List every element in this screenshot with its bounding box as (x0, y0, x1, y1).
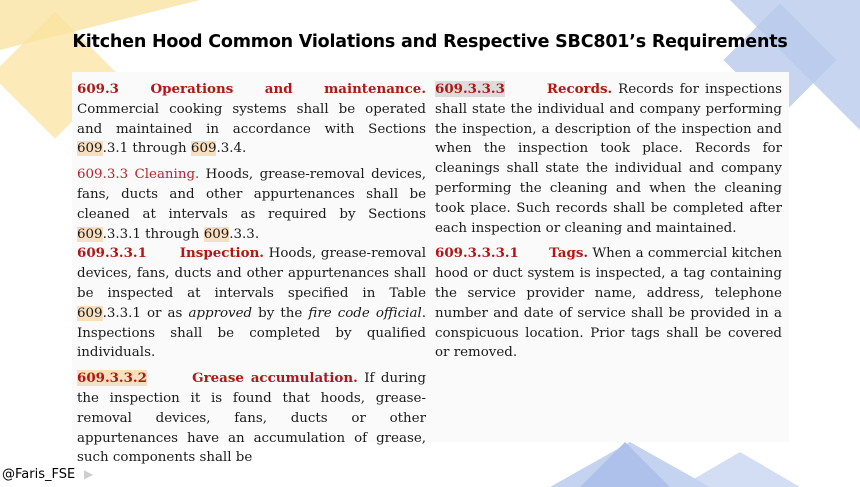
section-heading: 609.3.3 Cleaning. (77, 167, 200, 183)
section-609-3-3: 609.3.3 Cleaning. Hoods, grease-removal devices, fans, ducts and other appurtenances shall be cleaned at intervals as required by Sections 609.3.3.1 through 609.3.3. (77, 167, 426, 242)
section-number: 609.3.3.3 (435, 81, 505, 97)
section-609-3-3-3: 609.3.3.3 Records. Records for inspections shall state the individual and company performing the inspection, a description of the inspection and when the inspection took place. Records for cleanings shall state the individual and company performing the cleaning and when the cleaning took place. Such records shall be completed after each inspection or cleaning and maintained. (435, 81, 782, 236)
left-column (77, 80, 426, 468)
author-handle: @Faris_FSE (2, 467, 76, 482)
right-column (435, 80, 782, 363)
section-609-3: 609.3 Operations and maintenance. Commercial cooking systems shall be operated and maintained in accordance with Sections 609.3.1 through 609.3.4. (77, 81, 426, 157)
code-excerpt (72, 72, 789, 466)
section-number: 609.3.3.3.1 (435, 245, 519, 262)
section-609-3-3-1: 609.3.3.1 Inspection. Hoods, grease-removal devices, fans, ducts and other appurtenances shall be inspected at intervals specified in Table 609.3.3.1 or as approved by the fire code official. Inspections shall be completed by qualified individuals. (77, 245, 427, 361)
section-heading: Inspection. (179, 245, 264, 262)
section-heading: 609.3 Operations and maintenance. (77, 81, 426, 97)
section-number: 609.3.3.1 (77, 245, 147, 262)
section-number: 609.3.3.2 (77, 370, 147, 387)
slide-title: Kitchen Hood Common Violations and Respective SBC801’s Requirements (72, 32, 788, 52)
section-heading: Tags. (549, 245, 589, 262)
section-heading: Records. (546, 81, 613, 97)
section-609-3-3-3-1: 609.3.3.3.1 Tags. When a commercial kitchen hood or duct system is inspected, a tag containing the service provider name, address, telephone number and date of service shall be provided in a conspicuous location. Prior tags shall be covered or removed. (435, 245, 782, 361)
play-icon: ▶ (84, 467, 94, 481)
section-609-3-3-2: 609.3.3.2 Grease accumulation. If during the inspection it is found that hoods, grease-removal devices, fans, ducts or other appurtenances have an accumulation of grease, such components shall be (77, 370, 426, 466)
section-heading: Grease accumulation. (192, 370, 358, 387)
